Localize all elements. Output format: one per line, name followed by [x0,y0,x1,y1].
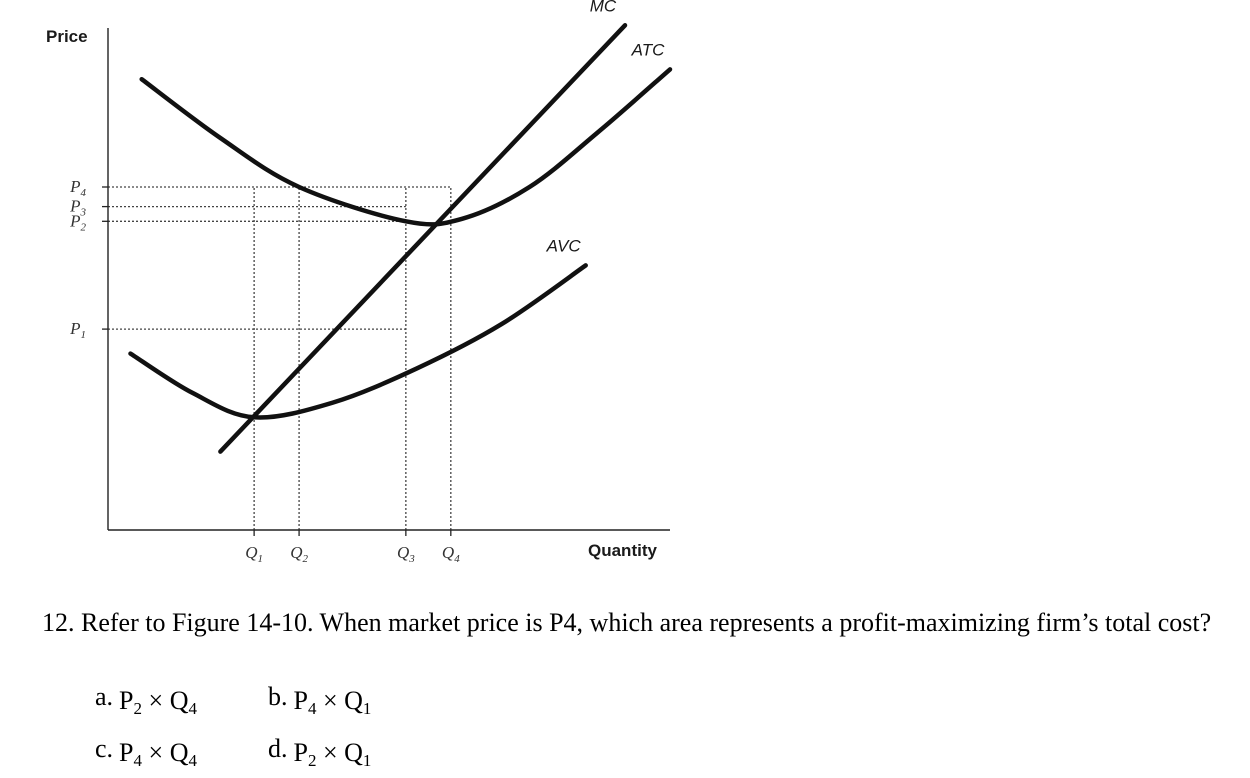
y-tick-label-p1: $P_1$ [70,319,86,342]
avc-label: AVC [546,236,581,256]
choice-letter: d. [268,734,288,763]
avc-curve [131,265,586,417]
choice-d[interactable]: d. $P_2 \times Q_1$ [268,734,372,770]
choice-a[interactable]: a. $P_2 \times Q_4$ [95,682,197,718]
choice-letter: b. [268,682,288,711]
choice-letter: a. [95,682,114,711]
x-tick-label-q4: $Q_4$ [441,543,460,565]
y-tick-label-p2: $P_2$ [70,211,86,234]
x-tick-label-q1: $Q_1$ [245,543,264,565]
y-tick-label-p3: $P_3$ [70,196,86,219]
x-tick-label-q2: $Q_2$ [290,543,308,565]
axis-ticks [69,177,460,565]
mc-label: MC [589,0,617,16]
x-axis-title: Quantity [588,541,657,560]
atc-label: ATC [631,40,665,60]
choice-c[interactable]: c. $P_4 \times Q_4$ [95,734,197,770]
chart-axes [108,28,670,530]
cost-curves [131,25,671,451]
x-tick-label-q3: $Q_3$ [396,543,415,565]
dotted-guide-lines [108,187,451,530]
y-axis-title: Price [46,27,88,46]
choice-b[interactable]: b. $P_4 \times Q_1$ [268,682,372,718]
y-tick-label-p4: $P_4$ [70,177,86,199]
answer-choices [95,682,695,776]
question-text: 12. Refer to Figure 14-10. When market price is P4, which area represents a profit-maximizing firm’s total cost? [42,608,1212,637]
choice-letter: c. [95,734,114,763]
